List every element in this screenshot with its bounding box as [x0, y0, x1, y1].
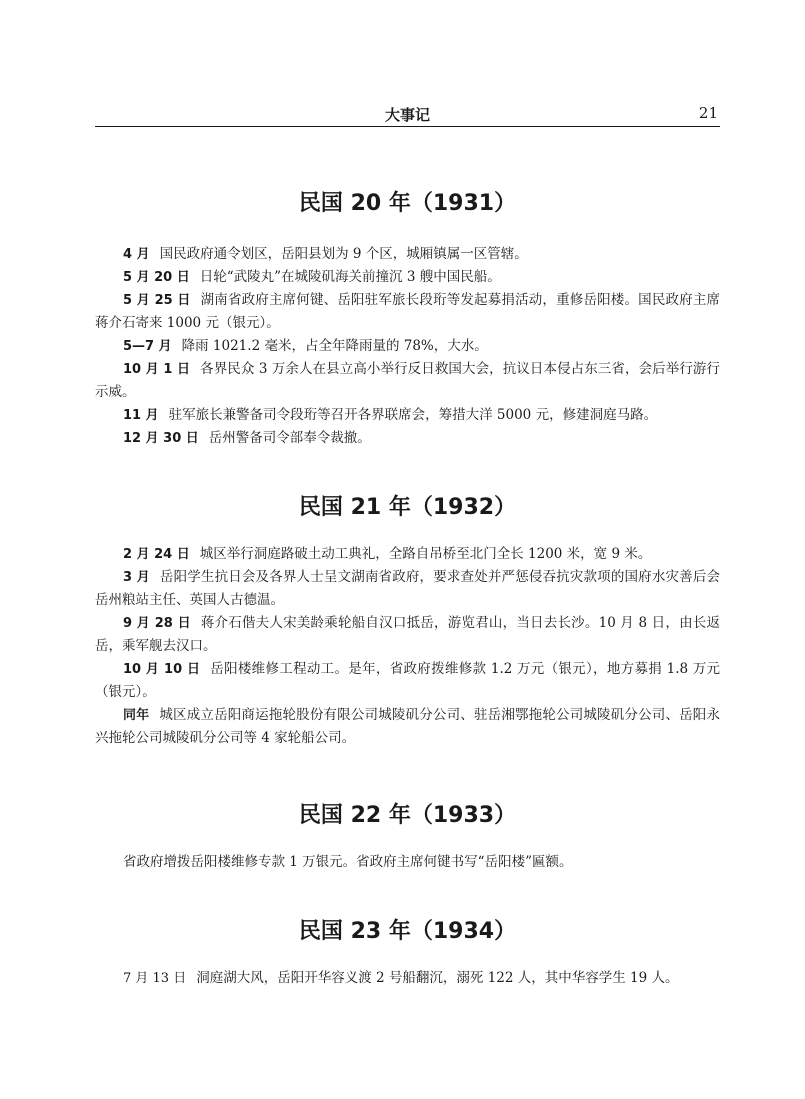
section-title-1931: 民国 20 年（1931）: [298, 191, 517, 216]
section-title-1934: 民国 23 年（1934）: [298, 919, 517, 944]
entry: [95, 335, 720, 358]
running-header-title: 大事记: [384, 106, 430, 124]
entry-date: 5 月 20 日: [123, 270, 190, 285]
page-content: [95, 130, 720, 990]
section-title-1933: 民国 22 年（1933）: [298, 803, 517, 828]
entry-text: 驻军旅长兼警备司令段珩等召开各界联席会，筹措大洋 5000 元，修建洞庭马路。: [168, 407, 658, 423]
entry-text: 湖南省政府主席何键、岳阳驻军旅长段珩等发起募捐活动，重修岳阳楼。国民政府主席蒋介石寄来 1000 元（银元）。: [95, 292, 721, 331]
entry-date: 12 月 30 日: [123, 431, 199, 446]
entry-text: 省政府增拨岳阳楼维修专款 1 万银元。省政府主席何键书写“岳阳楼”匾额。: [123, 854, 573, 870]
entry-text: 岳阳学生抗日会及各界人士呈文湖南省政府，要求查处并严惩侵吞抗灾款项的国府水灾善后会岳州粮站主任、英国人古德温。: [95, 569, 720, 608]
entry: [95, 543, 720, 566]
entry-date: 4 月: [123, 247, 150, 262]
entry-date: 10 月 10 日: [123, 662, 201, 677]
entry: [95, 566, 720, 612]
page-number: 21: [698, 104, 718, 122]
entry-text: 蒋介石偕夫人宋美龄乘轮船自汉口抵岳，游览君山，当日去长沙。10 月 8 日，由长返岳，乘军舰去汉口。: [95, 615, 721, 654]
entry: [95, 658, 720, 704]
entry: [95, 967, 720, 990]
entry-date: 3 月: [123, 570, 150, 585]
section-title-1932: 民国 21 年（1932）: [298, 495, 517, 520]
entry-date: 11 月: [123, 408, 159, 423]
entry-text: 城区举行洞庭路破土动工典礼，全路自吊桥至北门全长 1200 米，宽 9 米。: [199, 546, 652, 562]
entry: [95, 427, 720, 450]
entry-date: 10 月 1 日: [123, 362, 191, 377]
entry-text: 洞庭湖大风，岳阳开华容义渡 2 号船翻沉，溺死 122 人，其中华容学生 19 人。: [196, 970, 679, 986]
section-body-1932: [95, 543, 720, 750]
running-header: [95, 100, 720, 127]
entry-date: 同年: [123, 708, 150, 723]
entry-text: 日轮“武陵丸”在城陵矶海关前撞沉 3 艘中国民船。: [199, 269, 501, 285]
entry: [95, 243, 720, 266]
entry: [95, 358, 720, 404]
entry: [95, 266, 720, 289]
section-body-1933: [95, 851, 720, 874]
entry-date: 5 月 25 日: [123, 293, 191, 308]
section-body-1934: [95, 967, 720, 990]
entry-date: 5—7 月: [123, 339, 172, 354]
entry-date: 9 月 28 日: [123, 616, 191, 631]
entry-date: 2 月 24 日: [123, 547, 190, 562]
entry: [95, 612, 720, 658]
entry: [95, 289, 720, 335]
entry: [95, 704, 720, 750]
entry-text: 国民政府通令划区，岳阳县划为 9 个区，城厢镇属一区管辖。: [159, 246, 528, 262]
entry: [95, 851, 720, 874]
entry-text: 岳州警备司令部奉令裁撤。: [208, 430, 371, 446]
section-body-1931: [95, 243, 720, 450]
entry-text: 各界民众 3 万余人在县立高小举行反日救国大会，抗议日本侵占东三省，会后举行游行示威。: [95, 361, 721, 400]
entry-text: 岳阳楼维修工程动工。是年，省政府拨维修款 1.2 万元（银元），地方募捐 1.8 万元（银元）。: [95, 661, 721, 700]
entry-date: 7 月 13 日: [123, 971, 187, 986]
entry: [95, 404, 720, 427]
entry-text: 城区成立岳阳商运拖轮股份有限公司城陵矶分公司、驻岳湘鄂拖轮公司城陵矶分公司、岳阳永兴拖轮公司城陵矶分公司等 4 家轮船公司。: [95, 707, 720, 746]
entry-text: 降雨 1021.2 毫米，占全年降雨量的 78%，大水。: [181, 338, 488, 354]
